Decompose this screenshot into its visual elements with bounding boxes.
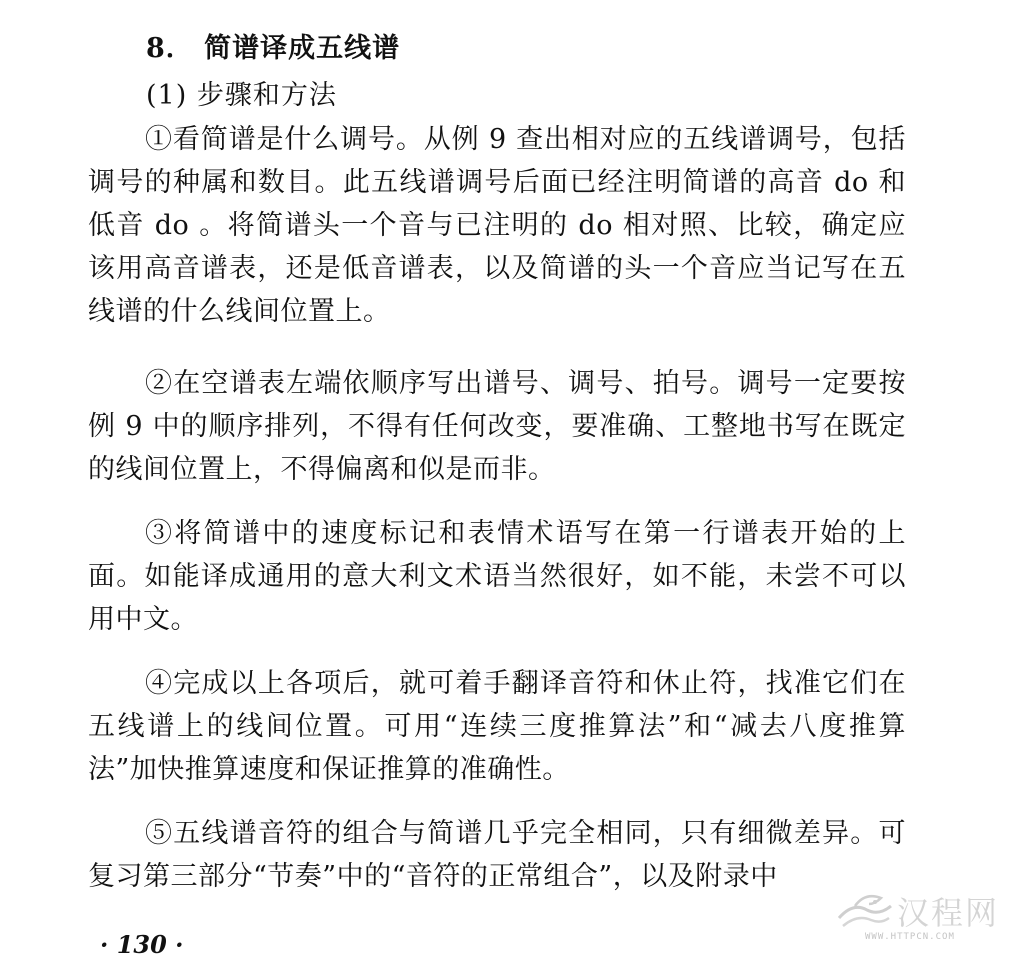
watermark-text: 汉程网: [897, 894, 1000, 932]
paragraph-step-4: ④完成以上各项后，就可着手翻译音符和休止符，找准它们在五线谱上的线间位置。可用“连续三度推算法”和“减去八度推算法”加快推算速度和保证推算的准确性。: [88, 668, 906, 785]
watermark-url: WWW.HTTPCN.COM: [865, 932, 955, 942]
page-number: · 130 ·: [100, 930, 184, 959]
fish-wave-logo-icon: [835, 888, 895, 932]
paragraph-step-5: ⑤五线谱音符的组合与简谱几乎完全相同，只有细微差异。可复习第三部分“节奏”中的“音符的正常组合”，以及附录中: [88, 818, 906, 892]
paragraph-step-2: ②在空谱表左端依顺序写出谱号、调号、拍号。调号一定要按例 9 中的顺序排列，不得有任何改变，要准确、工整地书写在既定的线间位置上，不得偏离和似是而非。: [88, 368, 906, 485]
subsection-heading: (1) 步骤和方法: [146, 80, 337, 111]
watermark: [835, 888, 1015, 948]
paragraph-step-1: ①看简谱是什么调号。从例 9 查出相对应的五线谱调号，包括调号的种属和数目。此五线谱调号后面已经注明简谱的高音 do 和低音 do 。将简谱头一个音与已注明的 do 相对照、比较，确定应该用高音谱表，还是低音谱表，以及简谱的头一个音应当记写在五线谱的什么线间位置上。: [88, 124, 906, 327]
paragraph-step-3: ③将简谱中的速度标记和表情术语写在第一行谱表开始的上面。如能译成通用的意大利文术语当然很好，如不能，未尝不可以用中文。: [88, 518, 906, 635]
section-heading: 8． 简谱译成五线谱: [146, 33, 401, 64]
